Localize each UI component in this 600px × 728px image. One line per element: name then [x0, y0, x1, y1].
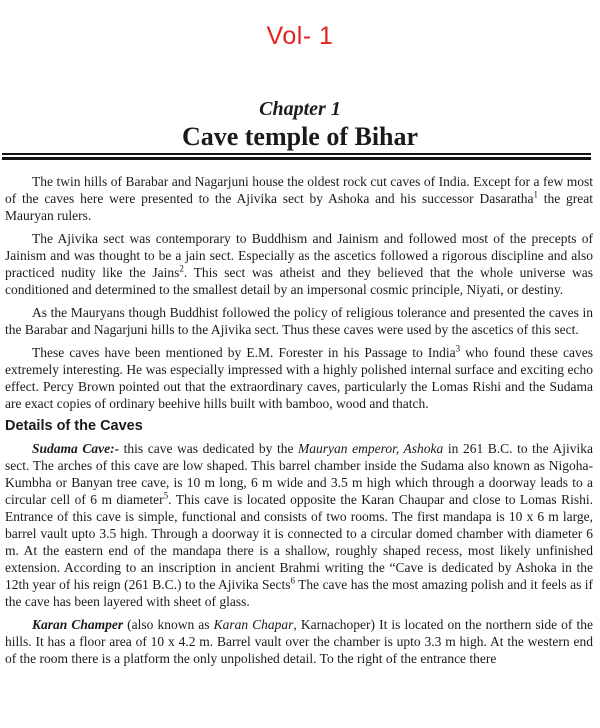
body-paragraph [5, 344, 593, 412]
chapter-title: Cave temple of Bihar [181, 122, 419, 151]
text-run: These caves have been mentioned by E.M. Forester in his Passage to India [32, 345, 456, 360]
text-run: Details of the Caves [5, 418, 143, 434]
text-run: who found these caves extremely interesting. He was especially impressed with a highly polished internal surface and exciting echo effect. Percy Brown pointed out that the extraordinary caves, particularly the Lomas Rishi and the Sudama are exact copies of ordinary beehive hills built with bamboo, wood and thatch. [5, 345, 593, 411]
text-run: the great Mauryan rulers. [5, 191, 593, 223]
text-run: As the Mauryans though Buddhist followed the policy of religious tolerance and presented the caves in the Barabar and Nagarjuni hills to the Ajivika sect. Thus these caves were used by the ascetics of this sect. [5, 305, 593, 337]
section-heading [5, 418, 593, 435]
text-run: The cave has the most amazing polish and it feels as if the cave has been layered with sheet of glass. [5, 577, 593, 609]
text-run: in 261 B.C. to the Ajivika sect. The arches of this cave are low shaped. This barrel chamber inside the Sudama also known as Nigoha-Kumbha or Banyan tree cave, is 10 m long, 6 m wide and 3.5 m high which through a doorway leads to a circular cell of 6 m diameter [5, 441, 593, 507]
text-run: . This sect was atheist and they believed that the whole universe was conditioned and determined to the smallest detail by an impersonal cosmic principle, Niyati, or destiny. [5, 265, 594, 297]
emphasis-text: Sudama Cave:- [32, 441, 120, 456]
body-paragraph [5, 230, 593, 298]
footnote-ref: 6 [290, 575, 295, 586]
footnote-ref: 5 [163, 490, 169, 501]
emphasis-text: Karan Champer [32, 617, 124, 632]
text-run: , Karnachoper) It is located on the northern side of the hills. It has a floor area of 10 x 4.2 m. Barrel vault over the chamber is upto 3.3 m high. At the western end of the room there is a platform the only unpolished detail. To the right of the entrance there [5, 617, 593, 666]
body-paragraph [5, 304, 593, 338]
footnote-ref: 1 [533, 189, 538, 200]
body-paragraph [5, 440, 593, 610]
emphasis-text: Karan Chapar [213, 617, 294, 632]
volume-label: Vol- 1 [266, 22, 334, 50]
body-paragraph [5, 173, 593, 224]
body-paragraph [5, 616, 593, 667]
text-run: The twin hills of Barabar and Nagarjuni house the oldest rock cut caves of India. Except for a few most of the caves here were presented to the Ajivika sect by Ashoka and his successor Dasaratha [5, 174, 593, 206]
text-run: The Ajivika sect was contemporary to Buddhism and Jainism and followed most of the precepts of Jainism and was thought to be a jain sect. Especially as the ascetics followed a rigorous discipline and also practiced nudity like the Jains [5, 231, 593, 280]
emphasis-text: Mauryan emperor, Ashoka [298, 441, 444, 456]
text-run: this cave was dedicated by the [119, 441, 299, 456]
footnote-ref: 2 [179, 263, 184, 274]
text-run: . This cave is located opposite the Karan Chaupar and close to Lomas Rishi. Entrance of this cave is simple, functional and consists of two rooms. The first mandapa is 10 x 6 m large, barrel vault upto 3.5 high. Through a doorway it is connected to a circular domed chamber with diameter 6 m. At the eastern end of the mandapa there is a shallow, roughly shaped recess, most likely unfinished extension. According to an inscription in ancient Brahmi writing the “Cave is dedicated by Ashoka in the 12th year of his reign (261 B.C.) to the Ajivika Sects [5, 492, 593, 592]
footnote-ref: 3 [455, 343, 461, 354]
text-run: (also known as [123, 617, 214, 632]
chapter-label: Chapter 1 [259, 98, 341, 120]
page-body [5, 173, 593, 667]
double-rule-divider [2, 153, 591, 160]
